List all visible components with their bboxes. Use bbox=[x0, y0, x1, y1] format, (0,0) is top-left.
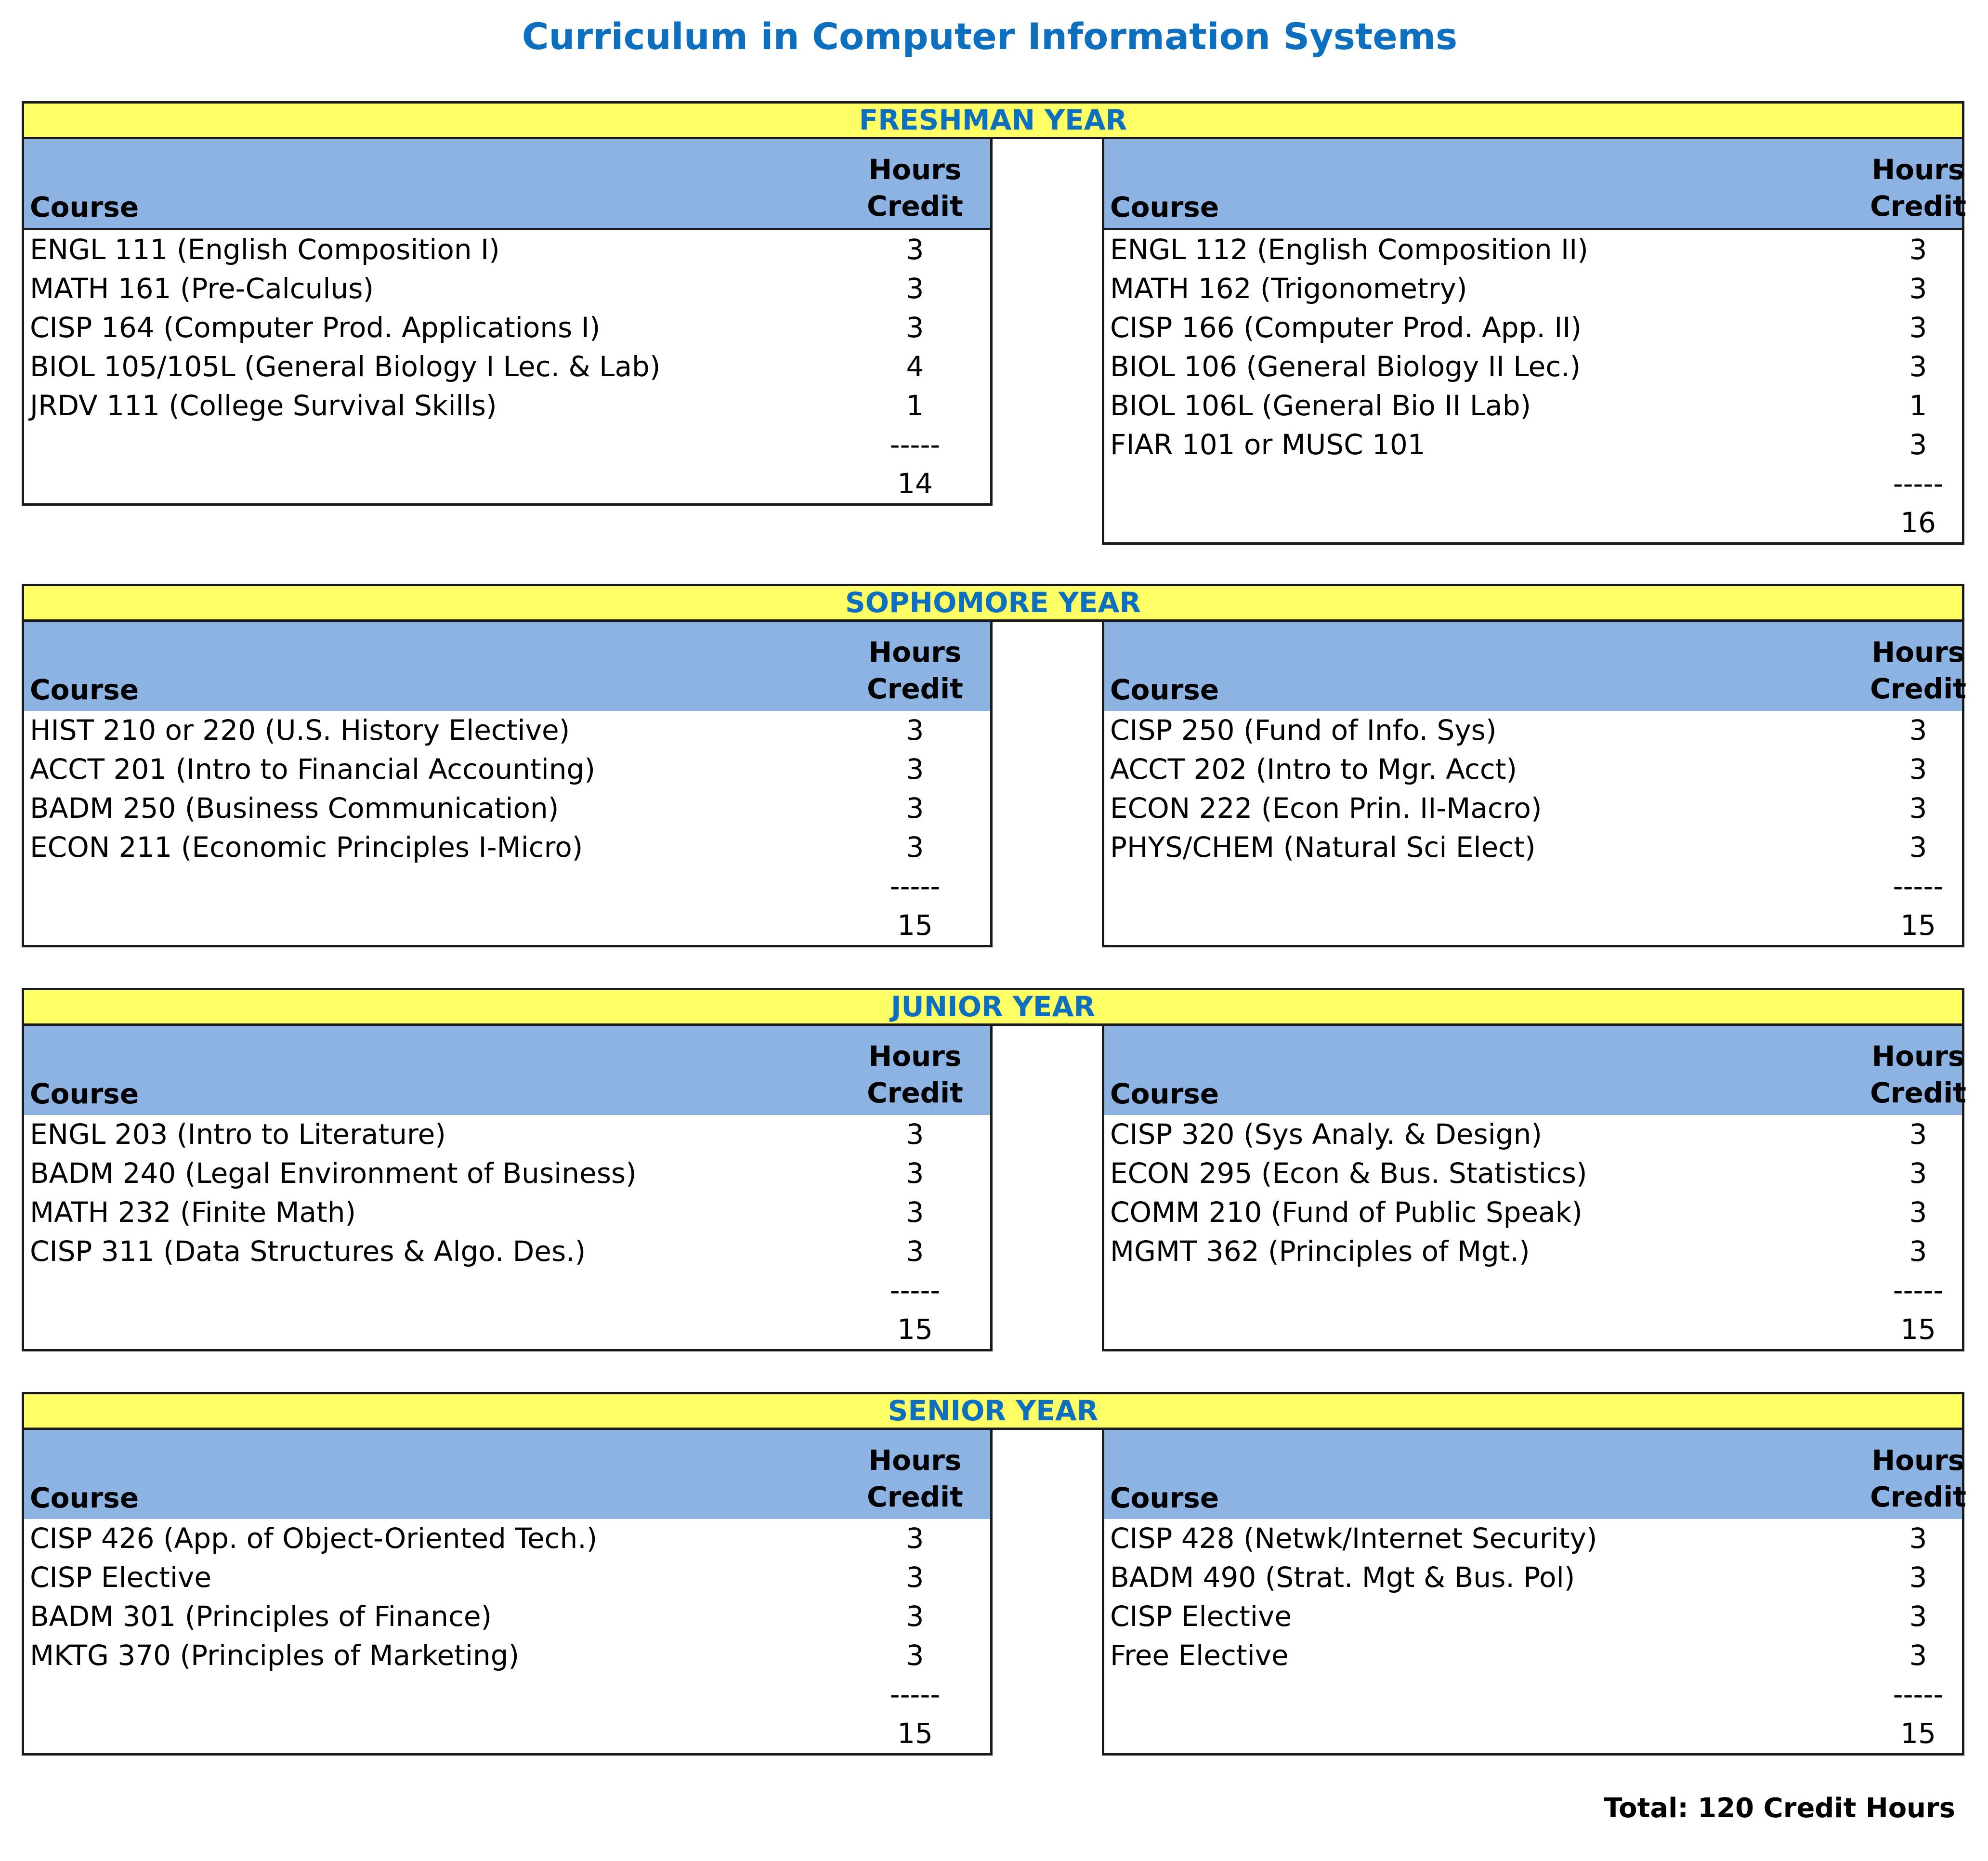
table-row bbox=[1104, 828, 1962, 867]
term-total-row bbox=[24, 906, 990, 945]
course-column-header: Course bbox=[30, 1481, 139, 1514]
senior-fall-table bbox=[22, 1430, 993, 1756]
term-total: 15 bbox=[897, 1313, 933, 1346]
table-row bbox=[1104, 269, 1962, 308]
course-name: Free Elective bbox=[1110, 1639, 1289, 1672]
hours-label: Hours bbox=[868, 153, 962, 186]
table-row bbox=[24, 1115, 990, 1154]
sum-divider: ----- bbox=[889, 1274, 941, 1307]
term-total: 15 bbox=[1900, 909, 1936, 942]
course-name: ENGL 112 (English Composition II) bbox=[1110, 233, 1588, 266]
divider-row bbox=[1104, 1675, 1962, 1714]
term-total-row bbox=[24, 1310, 990, 1349]
sum-divider: ----- bbox=[1893, 870, 1944, 903]
course-column-header: Course bbox=[1110, 673, 1219, 706]
credit-hours: 3 bbox=[906, 1196, 924, 1229]
table-row bbox=[24, 828, 990, 867]
credit-hours: 1 bbox=[1909, 389, 1927, 422]
hours-label: Hours bbox=[868, 1040, 962, 1073]
course-column-header: Course bbox=[1110, 1077, 1219, 1110]
term-total: 16 bbox=[1900, 506, 1936, 539]
table-row bbox=[24, 269, 990, 308]
sophomore-year-banner: SOPHOMORE YEAR bbox=[22, 584, 1964, 622]
credit-hours: 4 bbox=[906, 350, 924, 383]
table-header bbox=[1104, 1430, 1966, 1519]
credit-hours: 3 bbox=[1909, 1157, 1927, 1190]
credit-hours: 3 bbox=[1909, 428, 1927, 461]
table-row bbox=[24, 1558, 990, 1597]
table-header bbox=[1104, 1026, 1966, 1115]
credit-label: Credit bbox=[867, 190, 963, 223]
hours-credit-column-header bbox=[838, 634, 992, 707]
course-name: FIAR 101 or MUSC 101 bbox=[1110, 428, 1426, 461]
course-name: CISP Elective bbox=[30, 1561, 212, 1594]
hours-credit-column-header bbox=[838, 1442, 992, 1515]
credit-hours: 3 bbox=[906, 272, 924, 305]
table-row bbox=[1104, 1193, 1962, 1232]
course-name: MATH 161 (Pre-Calculus) bbox=[30, 272, 374, 305]
credit-hours: 3 bbox=[906, 1639, 924, 1672]
course-name: MATH 232 (Finite Math) bbox=[30, 1196, 356, 1229]
term-total: 15 bbox=[1900, 1313, 1936, 1346]
credit-hours: 3 bbox=[906, 714, 924, 747]
credit-hours: 3 bbox=[1909, 1639, 1927, 1672]
term-total: 15 bbox=[897, 1717, 933, 1750]
hours-credit-column-header bbox=[1841, 151, 1988, 224]
term-total: 15 bbox=[897, 909, 933, 942]
table-row bbox=[1104, 1519, 1962, 1558]
credit-hours: 3 bbox=[906, 1522, 924, 1555]
table-header bbox=[24, 1026, 990, 1115]
table-row bbox=[1104, 789, 1962, 828]
table-row bbox=[1104, 230, 1962, 269]
course-name: CISP Elective bbox=[1110, 1600, 1292, 1633]
hours-credit-column-header bbox=[1841, 1038, 1988, 1111]
course-name: CISP 426 (App. of Object-Oriented Tech.) bbox=[30, 1522, 598, 1555]
divider-row bbox=[24, 1675, 990, 1714]
course-name: CISP 166 (Computer Prod. App. II) bbox=[1110, 311, 1582, 344]
credit-hours: 3 bbox=[1909, 714, 1927, 747]
course-name: COMM 210 (Fund of Public Speak) bbox=[1110, 1196, 1583, 1229]
table-row bbox=[24, 386, 990, 425]
table-header bbox=[24, 1430, 990, 1519]
sum-divider: ----- bbox=[1893, 467, 1944, 500]
table-row bbox=[24, 1636, 990, 1675]
sophomore-spring-table bbox=[1102, 622, 1964, 947]
freshman-spring-table bbox=[1102, 139, 1964, 545]
table-row bbox=[1104, 308, 1962, 347]
credit-hours: 3 bbox=[906, 831, 924, 864]
senior-spring-table bbox=[1102, 1430, 1964, 1756]
credit-hours: 3 bbox=[1909, 1235, 1927, 1268]
credit-hours: 3 bbox=[1909, 1600, 1927, 1633]
table-row bbox=[24, 789, 990, 828]
credit-label: Credit bbox=[1870, 1481, 1966, 1513]
credit-hours: 3 bbox=[1909, 350, 1927, 383]
page-title: Curriculum in Computer Information Systems bbox=[522, 15, 1458, 58]
senior-year-banner: SENIOR YEAR bbox=[22, 1392, 1964, 1430]
course-name: MKTG 370 (Principles of Marketing) bbox=[30, 1639, 520, 1672]
course-name: MGMT 362 (Principles of Mgt.) bbox=[1110, 1235, 1530, 1268]
table-header bbox=[1104, 139, 1966, 230]
table-row bbox=[1104, 1115, 1962, 1154]
course-name: ECON 295 (Econ & Bus. Statistics) bbox=[1110, 1157, 1587, 1190]
table-row bbox=[24, 1154, 990, 1193]
course-name: MATH 162 (Trigonometry) bbox=[1110, 272, 1467, 305]
term-total-row bbox=[24, 464, 990, 503]
junior-year-banner: JUNIOR YEAR bbox=[22, 988, 1964, 1026]
credit-hours: 3 bbox=[1909, 272, 1927, 305]
table-row bbox=[24, 347, 990, 386]
credit-hours: 1 bbox=[906, 389, 924, 422]
course-name: ACCT 202 (Intro to Mgr. Acct) bbox=[1110, 753, 1517, 786]
course-name: ECON 211 (Economic Principles I-Micro) bbox=[30, 831, 583, 864]
credit-hours: 3 bbox=[1909, 233, 1927, 266]
table-row bbox=[1104, 1636, 1962, 1675]
course-column-header: Course bbox=[1110, 1481, 1219, 1514]
course-name: BIOL 106L (General Bio II Lab) bbox=[1110, 389, 1531, 422]
table-row bbox=[1104, 1597, 1962, 1636]
divider-row bbox=[24, 867, 990, 906]
hours-label: Hours bbox=[868, 636, 962, 668]
credit-hours: 3 bbox=[1909, 1118, 1927, 1151]
table-row bbox=[24, 750, 990, 789]
credit-label: Credit bbox=[1870, 190, 1966, 223]
credit-hours: 3 bbox=[906, 233, 924, 266]
junior-spring-table bbox=[1102, 1026, 1964, 1351]
course-name: BADM 301 (Principles of Finance) bbox=[30, 1600, 492, 1633]
course-name: ENGL 203 (Intro to Literature) bbox=[30, 1118, 446, 1151]
credit-hours: 3 bbox=[1909, 1522, 1927, 1555]
hours-credit-column-header bbox=[838, 1038, 992, 1111]
hours-label: Hours bbox=[1871, 636, 1965, 668]
course-name: BIOL 106 (General Biology II Lec.) bbox=[1110, 350, 1581, 383]
credit-hours: 3 bbox=[1909, 753, 1927, 786]
sophomore-fall-table bbox=[22, 622, 993, 947]
junior-fall-table bbox=[22, 1026, 993, 1351]
course-name: ACCT 201 (Intro to Financial Accounting) bbox=[30, 753, 595, 786]
table-row bbox=[1104, 1558, 1962, 1597]
table-row bbox=[24, 711, 990, 750]
credit-hours: 3 bbox=[1909, 1561, 1927, 1594]
credit-hours: 3 bbox=[906, 1118, 924, 1151]
table-row bbox=[1104, 386, 1962, 425]
sum-divider: ----- bbox=[889, 870, 941, 903]
course-name: HIST 210 or 220 (U.S. History Elective) bbox=[30, 714, 570, 747]
course-column-header: Course bbox=[30, 673, 139, 706]
hours-credit-column-header bbox=[1841, 1442, 1988, 1515]
credit-label: Credit bbox=[1870, 672, 1966, 705]
hours-label: Hours bbox=[1871, 1444, 1965, 1477]
total-credit-hours: Total: 120 Credit Hours bbox=[1604, 1793, 1955, 1824]
credit-hours: 3 bbox=[1909, 311, 1927, 344]
credit-label: Credit bbox=[867, 1481, 963, 1513]
course-name: BADM 240 (Legal Environment of Business) bbox=[30, 1157, 637, 1190]
table-header bbox=[24, 139, 990, 230]
course-name: ENGL 111 (English Composition I) bbox=[30, 233, 500, 266]
credit-hours: 3 bbox=[906, 753, 924, 786]
course-name: CISP 428 (Netwk/Internet Security) bbox=[1110, 1522, 1597, 1555]
course-name: JRDV 111 (College Survival Skills) bbox=[30, 389, 497, 422]
course-name: BADM 250 (Business Communication) bbox=[30, 792, 559, 825]
divider-row bbox=[1104, 867, 1962, 906]
sum-divider: ----- bbox=[889, 1678, 941, 1711]
credit-hours: 3 bbox=[1909, 1196, 1927, 1229]
table-row bbox=[24, 1597, 990, 1636]
table-row bbox=[1104, 1154, 1962, 1193]
term-total-row bbox=[24, 1714, 990, 1753]
sum-divider: ----- bbox=[1893, 1274, 1944, 1307]
table-row bbox=[24, 230, 990, 269]
term-total-row bbox=[1104, 1714, 1962, 1753]
divider-row bbox=[24, 1271, 990, 1310]
term-total: 14 bbox=[897, 467, 933, 500]
sum-divider: ----- bbox=[1893, 1678, 1944, 1711]
hours-label: Hours bbox=[868, 1444, 962, 1477]
credit-hours: 3 bbox=[906, 1600, 924, 1633]
credit-hours: 3 bbox=[906, 311, 924, 344]
credit-label: Credit bbox=[1870, 1076, 1966, 1109]
freshman-year-banner: FRESHMAN YEAR bbox=[22, 101, 1964, 139]
course-name: CISP 311 (Data Structures & Algo. Des.) bbox=[30, 1235, 586, 1268]
hours-credit-column-header bbox=[1841, 634, 1988, 707]
course-column-header: Course bbox=[30, 1077, 139, 1110]
term-total: 15 bbox=[1900, 1717, 1936, 1750]
table-row bbox=[24, 1193, 990, 1232]
course-column-header: Course bbox=[30, 191, 139, 223]
table-row bbox=[24, 1519, 990, 1558]
credit-hours: 3 bbox=[906, 792, 924, 825]
hours-credit-column-header bbox=[838, 151, 992, 224]
hours-label: Hours bbox=[1871, 153, 1965, 186]
table-header bbox=[1104, 622, 1966, 711]
table-row bbox=[1104, 347, 1962, 386]
hours-label: Hours bbox=[1871, 1040, 1965, 1073]
credit-hours: 3 bbox=[906, 1157, 924, 1190]
credit-label: Credit bbox=[867, 1076, 963, 1109]
course-name: CISP 320 (Sys Analy. & Design) bbox=[1110, 1118, 1542, 1151]
credit-hours: 3 bbox=[1909, 831, 1927, 864]
course-name: BIOL 105/105L (General Biology I Lec. & Lab) bbox=[30, 350, 661, 383]
table-row bbox=[24, 1232, 990, 1271]
term-total-row bbox=[1104, 503, 1962, 542]
course-name: CISP 250 (Fund of Info. Sys) bbox=[1110, 714, 1497, 747]
freshman-fall-table bbox=[22, 139, 993, 506]
table-row bbox=[1104, 425, 1962, 464]
table-row bbox=[1104, 711, 1962, 750]
term-total-row bbox=[1104, 1310, 1962, 1349]
divider-row bbox=[1104, 464, 1962, 503]
table-header bbox=[24, 622, 990, 711]
credit-hours: 3 bbox=[906, 1235, 924, 1268]
course-name: CISP 164 (Computer Prod. Applications I) bbox=[30, 311, 601, 344]
table-row bbox=[24, 308, 990, 347]
course-name: BADM 490 (Strat. Mgt & Bus. Pol) bbox=[1110, 1561, 1575, 1594]
divider-row bbox=[1104, 1271, 1962, 1310]
course-column-header: Course bbox=[1110, 191, 1219, 223]
table-row bbox=[1104, 750, 1962, 789]
term-total-row bbox=[1104, 906, 1962, 945]
credit-label: Credit bbox=[867, 672, 963, 705]
course-name: ECON 222 (Econ Prin. II-Macro) bbox=[1110, 792, 1542, 825]
table-row bbox=[1104, 1232, 1962, 1271]
credit-hours: 3 bbox=[906, 1561, 924, 1594]
sum-divider: ----- bbox=[889, 428, 941, 461]
credit-hours: 3 bbox=[1909, 792, 1927, 825]
divider-row bbox=[24, 425, 990, 464]
course-name: PHYS/CHEM (Natural Sci Elect) bbox=[1110, 831, 1536, 864]
